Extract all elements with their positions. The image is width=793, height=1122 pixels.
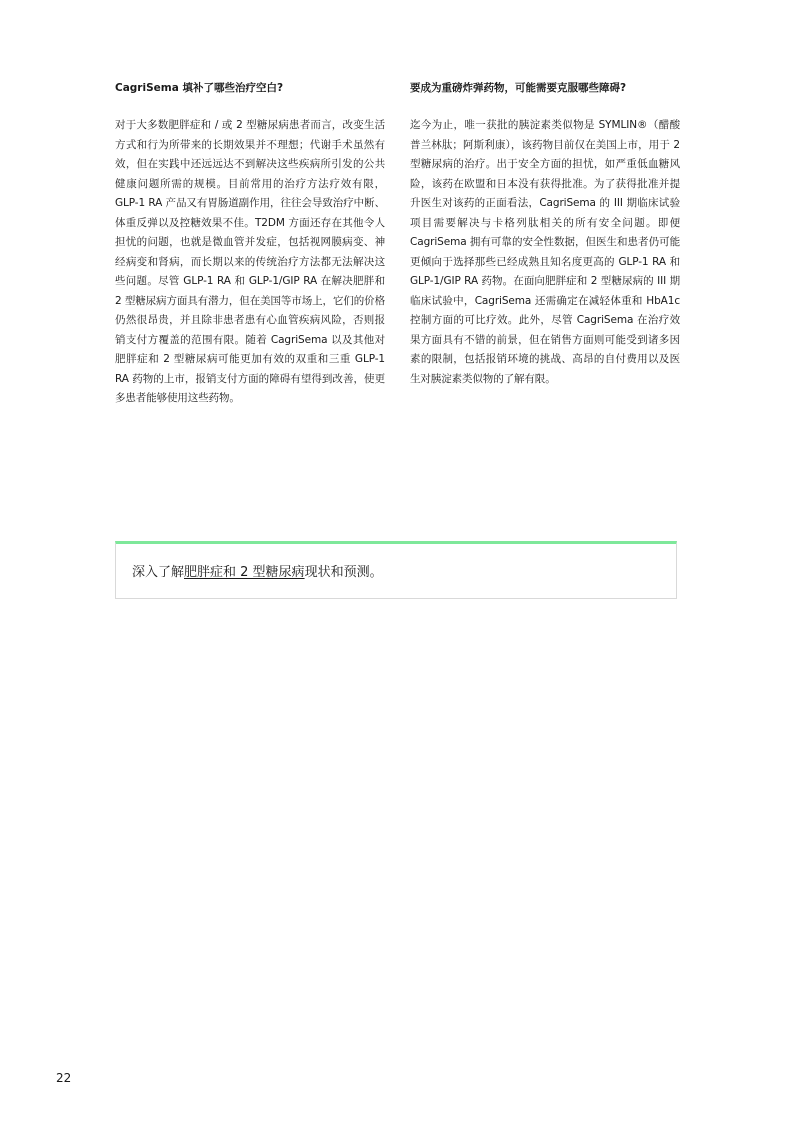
left-column-body: 对于大多数肥胖症和 / 或 2 型糖尿病患者而言，改变生活方式和行为所带来的长期效果并不理想；代谢手术虽然有效，但在实践中还远远达不到解决这些疾病所引发的公共健康问题所需的规模。目前常用的治疗方法疗效有限，GLP-1 RA 产品又有胃肠道副作用，往往会导致治疗中断、体重反弹以及控糖效果不佳。T2DM 方面还存在其他令人担忧的问题，也就是微血管并发症，包括视网膜病变、神经病变和肾病，而长期以来的传统治疗方法都无法解决这些问题。尽管 GLP-1 RA 和 GLP-1/GIP RA 在解决肥胖和 2 型糖尿病方面具有潜力，但在美国等市场上，它们的价格仍然很昂贵，并且除非患者患有心血管疾病风险，否则报销支付方覆盖的范围有限。随着 CagriSema 以及其他对肥胖症和 2 型糖尿病可能更加有效的双重和三重 GLP-1 RA 药物的上市，报销支付方面的障碍有望得到改善，使更多患者能够使用这些药物。 [115, 119, 385, 404]
right-column [410, 80, 680, 389]
callout-suffix: 现状和预测。 [304, 565, 383, 580]
left-column-heading: CagriSema 填补了哪些治疗空白? [115, 82, 284, 94]
callout-box [115, 541, 677, 599]
right-column-heading: 要成为重磅炸弹药物，可能需要克服哪些障碍? [410, 82, 627, 94]
right-column-body: 迄今为止，唯一获批的胰淀素类似物是 SYMLIN®（醋酸普兰林肽；阿斯利康），该药物目前仅在美国上市，用于 2 型糖尿病的治疗。出于安全方面的担忧，如严重低血糖风险，该药在欧盟和日本没有获得批准。为了获得批准并提升医生对该药的正面看法，CagriSema 的 III 期临床试验项目需要解决与卡格列肽相关的所有安全问题。即便 CagriSema 拥有可靠的安全性数据，但医生和患者仍可能更倾向于选择那些已经成熟且知名度更高的 GLP-1 RA 和 GLP-1/GIP RA 药物。在面向肥胖症和 2 型糖尿病的 III 期临床试验中，CagriSema 还需确定在减轻体重和 HbA1c 控制方面的可比疗效。此外，尽管 CagriSema 在治疗效果方面具有不错的前景，但在销售方面则可能受到诸多因素的限制，包括报销环境的挑战、高昂的自付费用以及医生对胰淀素类似物的了解有限。 [410, 119, 680, 385]
callout-prefix: 深入了解 [132, 565, 185, 580]
left-column [115, 80, 385, 409]
page-number: 22 [56, 1071, 72, 1085]
callout-link[interactable]: 肥胖症和 2 型糖尿病 [184, 565, 305, 580]
callout-text [132, 564, 383, 582]
